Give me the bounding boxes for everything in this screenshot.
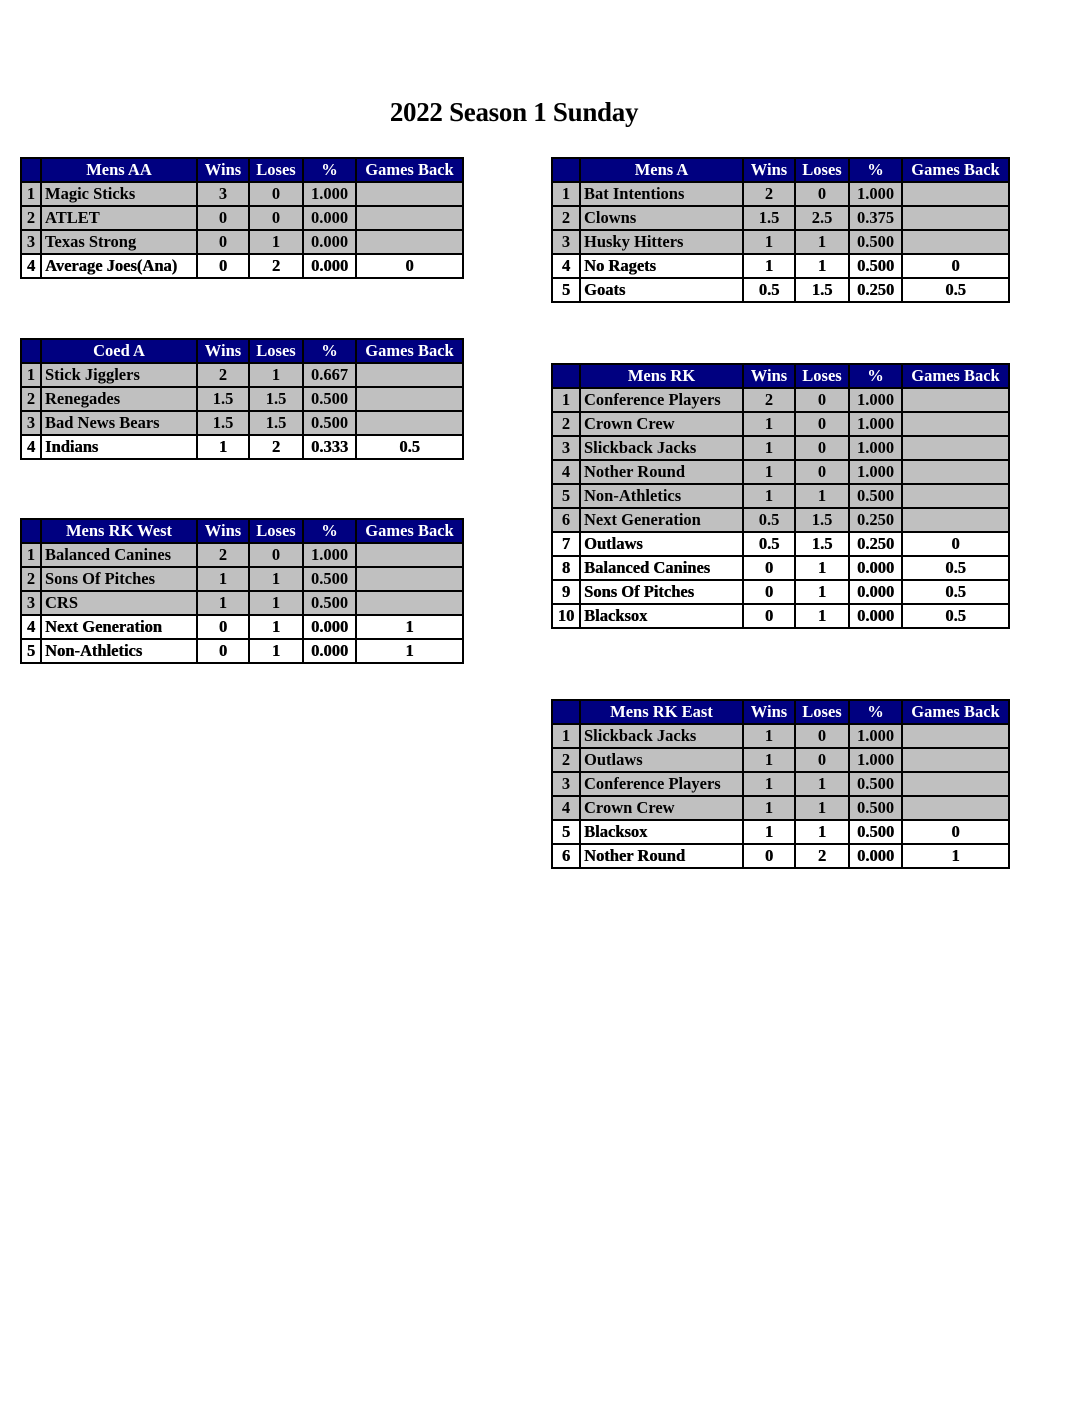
loses-cell: 2: [795, 844, 849, 868]
loses-cell: 1: [249, 567, 303, 591]
loses-cell: 1.5: [795, 278, 849, 302]
wins-cell: 0.5: [743, 508, 795, 532]
table-row: [21, 363, 463, 387]
pct-header: %: [849, 158, 902, 182]
games-back-cell: [356, 543, 463, 567]
rank-header: [552, 158, 580, 182]
pct-cell: 1.000: [303, 543, 356, 567]
rank-cell: 3: [552, 230, 580, 254]
loses-cell: 0: [249, 543, 303, 567]
games-back-cell: 0.5: [902, 556, 1009, 580]
games-back-header: Games Back: [902, 158, 1009, 182]
wins-cell: 1: [743, 796, 795, 820]
standings-table-mens-aa: [20, 157, 464, 279]
wins-cell: 0: [743, 580, 795, 604]
loses-cell: 1: [795, 230, 849, 254]
standings-table-coed-a: [20, 338, 464, 460]
rank-cell: 5: [552, 278, 580, 302]
loses-cell: 2: [249, 435, 303, 459]
table-row: [552, 230, 1009, 254]
loses-cell: 0: [795, 436, 849, 460]
wins-cell: 1: [743, 436, 795, 460]
wins-header: Wins: [197, 339, 249, 363]
games-back-cell: 0.5: [902, 278, 1009, 302]
wins-cell: 0.5: [743, 278, 795, 302]
division-name: Coed A: [41, 339, 197, 363]
games-back-cell: 0: [356, 254, 463, 278]
wins-cell: 0.5: [743, 532, 795, 556]
games-back-cell: [356, 387, 463, 411]
table-row: [552, 412, 1009, 436]
loses-cell: 1: [249, 591, 303, 615]
page-title: 2022 Season 1 Sunday: [389, 97, 639, 127]
table-row: [552, 460, 1009, 484]
team-name: Conference Players: [580, 772, 743, 796]
team-name: Bat Intentions: [580, 182, 743, 206]
team-name: Slickback Jacks: [580, 724, 743, 748]
rank-cell: 9: [552, 580, 580, 604]
loses-cell: 0: [795, 412, 849, 436]
games-back-cell: [902, 460, 1009, 484]
wins-cell: 1: [743, 724, 795, 748]
wins-cell: 1: [743, 484, 795, 508]
wins-cell: 1.5: [743, 206, 795, 230]
team-name: Nother Round: [580, 844, 743, 868]
table-row: [21, 411, 463, 435]
rank-header: [552, 364, 580, 388]
table-row: [552, 182, 1009, 206]
table-row: [552, 436, 1009, 460]
loses-cell: 1: [795, 604, 849, 628]
table-row: [552, 772, 1009, 796]
rank-header: [21, 519, 41, 543]
table-row: [21, 567, 463, 591]
team-name: Crown Crew: [580, 796, 743, 820]
wins-cell: 0: [743, 556, 795, 580]
wins-cell: 1: [743, 748, 795, 772]
loses-cell: 1: [249, 639, 303, 663]
pct-cell: 0.500: [303, 411, 356, 435]
loses-header: Loses: [249, 158, 303, 182]
team-name: Blacksox: [580, 604, 743, 628]
table-row: [552, 254, 1009, 278]
wins-cell: 1.5: [197, 411, 249, 435]
wins-cell: 1: [743, 230, 795, 254]
table-row: [21, 639, 463, 663]
loses-cell: 1: [795, 254, 849, 278]
team-name: Magic Sticks: [41, 182, 197, 206]
rank-cell: 2: [552, 748, 580, 772]
games-back-cell: [356, 363, 463, 387]
header-row: [21, 158, 463, 182]
games-back-cell: [356, 567, 463, 591]
table-row: [552, 532, 1009, 556]
standings-table-mens-rk: [551, 363, 1010, 629]
wins-cell: 2: [743, 182, 795, 206]
wins-cell: 1: [743, 254, 795, 278]
pct-header: %: [303, 158, 356, 182]
games-back-cell: 0.5: [356, 435, 463, 459]
table-row: [21, 387, 463, 411]
rank-cell: 2: [21, 206, 41, 230]
team-name: Crown Crew: [580, 412, 743, 436]
rank-cell: 4: [21, 435, 41, 459]
loses-header: Loses: [249, 339, 303, 363]
wins-cell: 0: [197, 206, 249, 230]
rank-cell: 1: [21, 182, 41, 206]
wins-cell: 1: [743, 412, 795, 436]
table-row: [552, 484, 1009, 508]
header-row: [552, 700, 1009, 724]
pct-cell: 0.000: [303, 230, 356, 254]
games-back-cell: [902, 748, 1009, 772]
wins-cell: 3: [197, 182, 249, 206]
table-row: [552, 508, 1009, 532]
rank-cell: 1: [21, 363, 41, 387]
pct-cell: 1.000: [849, 388, 902, 412]
team-name: Balanced Canines: [41, 543, 197, 567]
rank-cell: 4: [21, 615, 41, 639]
loses-header: Loses: [795, 700, 849, 724]
wins-cell: 1: [197, 435, 249, 459]
pct-header: %: [303, 339, 356, 363]
loses-cell: 1.5: [249, 387, 303, 411]
games-back-cell: 0: [902, 820, 1009, 844]
loses-cell: 1: [795, 556, 849, 580]
wins-header: Wins: [743, 700, 795, 724]
wins-cell: 1: [197, 567, 249, 591]
rank-cell: 2: [21, 387, 41, 411]
games-back-cell: [902, 724, 1009, 748]
wins-header: Wins: [197, 158, 249, 182]
team-name: Next Generation: [580, 508, 743, 532]
games-back-cell: [902, 412, 1009, 436]
rank-cell: 5: [552, 484, 580, 508]
wins-cell: 2: [197, 543, 249, 567]
rank-cell: 4: [552, 254, 580, 278]
table-row: [552, 820, 1009, 844]
rank-cell: 4: [552, 460, 580, 484]
loses-header: Loses: [795, 158, 849, 182]
rank-cell: 3: [21, 411, 41, 435]
division-name: Mens RK West: [41, 519, 197, 543]
loses-cell: 1.5: [795, 508, 849, 532]
pct-cell: 0.375: [849, 206, 902, 230]
rank-cell: 10: [552, 604, 580, 628]
team-name: Non-Athletics: [580, 484, 743, 508]
pct-cell: 0.000: [303, 206, 356, 230]
games-back-header: Games Back: [902, 700, 1009, 724]
rank-cell: 5: [552, 820, 580, 844]
team-name: Bad News Bears: [41, 411, 197, 435]
table-row: [552, 556, 1009, 580]
table-row: [21, 182, 463, 206]
wins-header: Wins: [743, 158, 795, 182]
games-back-header: Games Back: [356, 339, 463, 363]
header-row: [21, 519, 463, 543]
team-name: Stick Jigglers: [41, 363, 197, 387]
table-row: [552, 580, 1009, 604]
rank-header: [21, 339, 41, 363]
pct-cell: 0.500: [849, 254, 902, 278]
loses-cell: 0: [795, 460, 849, 484]
rank-header: [552, 700, 580, 724]
pct-cell: 0.500: [849, 796, 902, 820]
games-back-cell: [902, 484, 1009, 508]
wins-cell: 2: [743, 388, 795, 412]
rank-header: [21, 158, 41, 182]
table-row: [552, 206, 1009, 230]
wins-cell: 0: [197, 230, 249, 254]
team-name: Conference Players: [580, 388, 743, 412]
team-name: Sons Of Pitches: [41, 567, 197, 591]
team-name: Outlaws: [580, 532, 743, 556]
table-row: [552, 748, 1009, 772]
loses-cell: 1: [249, 615, 303, 639]
games-back-header: Games Back: [902, 364, 1009, 388]
pct-cell: 0.000: [303, 254, 356, 278]
rank-cell: 3: [21, 591, 41, 615]
wins-header: Wins: [197, 519, 249, 543]
pct-cell: 1.000: [303, 182, 356, 206]
games-back-cell: 0: [902, 532, 1009, 556]
team-name: Outlaws: [580, 748, 743, 772]
table-row: [552, 724, 1009, 748]
pct-cell: 1.000: [849, 436, 902, 460]
games-back-cell: [902, 508, 1009, 532]
loses-cell: 1: [795, 772, 849, 796]
loses-cell: 1.5: [249, 411, 303, 435]
games-back-cell: 1: [356, 639, 463, 663]
pct-cell: 0.500: [849, 484, 902, 508]
rank-cell: 3: [552, 772, 580, 796]
pct-cell: 0.250: [849, 532, 902, 556]
division-name: Mens AA: [41, 158, 197, 182]
team-name: Slickback Jacks: [580, 436, 743, 460]
wins-cell: 1: [197, 591, 249, 615]
team-name: Husky Hitters: [580, 230, 743, 254]
standings-table-mens-rk-east: [551, 699, 1010, 869]
games-back-cell: [356, 182, 463, 206]
division-name: Mens A: [580, 158, 743, 182]
games-back-cell: [902, 436, 1009, 460]
rank-cell: 5: [21, 639, 41, 663]
pct-cell: 0.000: [303, 639, 356, 663]
wins-cell: 2: [197, 363, 249, 387]
games-back-cell: [902, 772, 1009, 796]
rank-cell: 6: [552, 508, 580, 532]
team-name: No Ragets: [580, 254, 743, 278]
table-row: [21, 543, 463, 567]
pct-cell: 0.000: [849, 604, 902, 628]
rank-cell: 1: [21, 543, 41, 567]
pct-cell: 1.000: [849, 412, 902, 436]
loses-cell: 2: [249, 254, 303, 278]
table-row: [21, 254, 463, 278]
pct-cell: 0.000: [849, 580, 902, 604]
table-row: [21, 230, 463, 254]
rank-cell: 2: [552, 412, 580, 436]
rank-cell: 2: [552, 206, 580, 230]
pct-header: %: [303, 519, 356, 543]
games-back-header: Games Back: [356, 158, 463, 182]
wins-cell: 0: [743, 604, 795, 628]
rank-cell: 2: [21, 567, 41, 591]
pct-cell: 0.500: [849, 820, 902, 844]
header-row: [552, 364, 1009, 388]
table-row: [21, 206, 463, 230]
rank-cell: 7: [552, 532, 580, 556]
loses-cell: 0: [795, 748, 849, 772]
team-name: Clowns: [580, 206, 743, 230]
team-name: Indians: [41, 435, 197, 459]
team-name: Nother Round: [580, 460, 743, 484]
games-back-cell: [902, 182, 1009, 206]
loses-header: Loses: [795, 364, 849, 388]
team-name: Renegades: [41, 387, 197, 411]
pct-cell: 0.500: [303, 387, 356, 411]
wins-cell: 0: [197, 615, 249, 639]
wins-cell: 1: [743, 460, 795, 484]
loses-cell: 1: [795, 820, 849, 844]
pct-cell: 0.500: [303, 591, 356, 615]
wins-cell: 1.5: [197, 387, 249, 411]
games-back-cell: [902, 388, 1009, 412]
pct-header: %: [849, 700, 902, 724]
pct-cell: 0.667: [303, 363, 356, 387]
table-row: [552, 796, 1009, 820]
wins-cell: 1: [743, 820, 795, 844]
division-name: Mens RK East: [580, 700, 743, 724]
games-back-cell: [902, 230, 1009, 254]
rank-cell: 3: [552, 436, 580, 460]
pct-cell: 0.000: [849, 556, 902, 580]
wins-header: Wins: [743, 364, 795, 388]
games-back-cell: 0.5: [902, 580, 1009, 604]
games-back-cell: 1: [356, 615, 463, 639]
rank-cell: 1: [552, 388, 580, 412]
wins-cell: 0: [197, 639, 249, 663]
loses-cell: 1: [249, 363, 303, 387]
rank-cell: 1: [552, 724, 580, 748]
rank-cell: 3: [21, 230, 41, 254]
games-back-cell: [902, 796, 1009, 820]
games-back-header: Games Back: [356, 519, 463, 543]
team-name: Goats: [580, 278, 743, 302]
team-name: Texas Strong: [41, 230, 197, 254]
games-back-cell: [356, 230, 463, 254]
loses-cell: 1: [249, 230, 303, 254]
games-back-cell: [356, 411, 463, 435]
games-back-cell: [356, 591, 463, 615]
team-name: CRS: [41, 591, 197, 615]
loses-cell: 1.5: [795, 532, 849, 556]
wins-cell: 0: [197, 254, 249, 278]
rank-cell: 1: [552, 182, 580, 206]
table-row: [552, 388, 1009, 412]
pct-cell: 0.333: [303, 435, 356, 459]
rank-cell: 8: [552, 556, 580, 580]
standings-table-mens-rk-west: [20, 518, 464, 664]
games-back-cell: 0.5: [902, 604, 1009, 628]
rank-cell: 6: [552, 844, 580, 868]
table-row: [552, 278, 1009, 302]
pct-cell: 1.000: [849, 460, 902, 484]
team-name: ATLET: [41, 206, 197, 230]
loses-cell: 0: [249, 206, 303, 230]
pct-cell: 0.250: [849, 278, 902, 302]
table-row: [21, 435, 463, 459]
pct-cell: 1.000: [849, 748, 902, 772]
rank-cell: 4: [21, 254, 41, 278]
table-row: [21, 615, 463, 639]
table-row: [21, 591, 463, 615]
loses-cell: 0: [249, 182, 303, 206]
pct-cell: 0.250: [849, 508, 902, 532]
pct-cell: 0.500: [303, 567, 356, 591]
pct-cell: 0.000: [849, 844, 902, 868]
wins-cell: 1: [743, 772, 795, 796]
pct-header: %: [849, 364, 902, 388]
loses-cell: 1: [795, 580, 849, 604]
loses-cell: 1: [795, 796, 849, 820]
pct-cell: 0.500: [849, 230, 902, 254]
team-name: Next Generation: [41, 615, 197, 639]
pct-cell: 0.000: [303, 615, 356, 639]
loses-cell: 1: [795, 484, 849, 508]
loses-cell: 0: [795, 724, 849, 748]
pct-cell: 1.000: [849, 724, 902, 748]
table-row: [552, 844, 1009, 868]
rank-cell: 4: [552, 796, 580, 820]
team-name: Balanced Canines: [580, 556, 743, 580]
header-row: [552, 158, 1009, 182]
header-row: [21, 339, 463, 363]
games-back-cell: 0: [902, 254, 1009, 278]
games-back-cell: [356, 206, 463, 230]
table-row: [552, 604, 1009, 628]
loses-cell: 0: [795, 388, 849, 412]
team-name: Average Joes(Ana): [41, 254, 197, 278]
pct-cell: 0.500: [849, 772, 902, 796]
loses-header: Loses: [249, 519, 303, 543]
standings-table-mens-a: [551, 157, 1010, 303]
loses-cell: 0: [795, 182, 849, 206]
division-name: Mens RK: [580, 364, 743, 388]
wins-cell: 0: [743, 844, 795, 868]
games-back-cell: [902, 206, 1009, 230]
team-name: Blacksox: [580, 820, 743, 844]
pct-cell: 1.000: [849, 182, 902, 206]
games-back-cell: 1: [902, 844, 1009, 868]
team-name: Non-Athletics: [41, 639, 197, 663]
team-name: Sons Of Pitches: [580, 580, 743, 604]
loses-cell: 2.5: [795, 206, 849, 230]
